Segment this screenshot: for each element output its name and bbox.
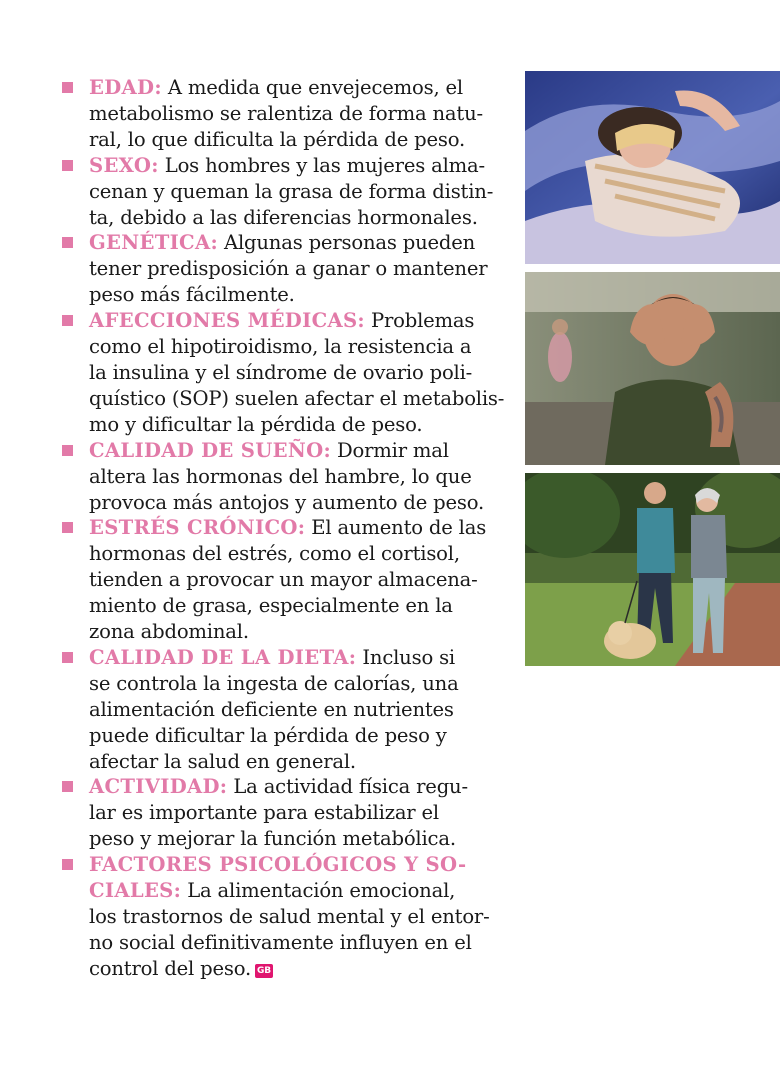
- square-bullet-icon: [62, 315, 73, 326]
- item-text: miento de grasa, especialmente en la: [89, 594, 453, 618]
- item-keyword: CALIDAD DE LA DIETA:: [89, 645, 357, 669]
- item-text: zona abdominal.: [89, 620, 249, 644]
- item-text: mo y dificultar la pérdida de peso.: [89, 412, 423, 436]
- item-text: se controla la ingesta de calorías, una: [89, 671, 459, 695]
- item-text: provoca más antojos y aumento de peso.: [89, 490, 485, 514]
- item-keyword: EDAD:: [89, 76, 162, 99]
- list-item-calidad-de-la-dieta: [62, 645, 502, 775]
- item-text: control del peso.: [89, 956, 252, 980]
- item-keyword: CALIDAD DE SUEÑO:: [89, 438, 331, 462]
- square-bullet-icon: [62, 445, 73, 456]
- photo-stressed-man: [525, 272, 780, 465]
- item-text: no social definitivamente influyen en el: [89, 930, 472, 954]
- item-keyword: CIALES:: [89, 879, 182, 903]
- item-text: La alimentación emocional,: [181, 879, 456, 903]
- item-keyword: ACTIVIDAD:: [89, 775, 228, 799]
- item-text: lar es importante para estabilizar el: [89, 801, 439, 825]
- item-text: Incluso si: [356, 645, 455, 669]
- factors-list: [62, 75, 505, 982]
- item-text: quístico (SOP) suelen afectar el metabolis-: [89, 386, 505, 410]
- square-bullet-icon: [62, 160, 73, 171]
- list-item-factores-psicologicos: [62, 852, 502, 982]
- list-item-afecciones-medicas: [62, 308, 505, 438]
- list-item-sexo: [62, 153, 502, 231]
- magazine-logo-icon: GB: [257, 965, 271, 976]
- item-text: afectar la salud en general.: [89, 749, 356, 773]
- item-text: La actividad física regu-: [227, 775, 468, 799]
- item-text: Los hombres y las mujeres alma-: [158, 153, 485, 177]
- item-text: como el hipotiroidismo, la resistencia a: [89, 335, 472, 359]
- item-text: Algunas personas pueden: [218, 231, 476, 255]
- square-bullet-icon: [62, 859, 73, 870]
- item-text: El aumento de las: [305, 516, 487, 540]
- list-item-actividad: [62, 774, 502, 852]
- photo-senior-couple-walking: [525, 473, 780, 666]
- item-keyword: GENÉTICA:: [89, 231, 218, 255]
- item-text: alimentación deficiente en nutrientes: [89, 697, 454, 721]
- item-keyword: AFECCIONES MÉDICAS:: [89, 309, 365, 333]
- item-keyword: ESTRÉS CRÓNICO:: [89, 516, 306, 540]
- item-text: tienden a provocar un mayor almacena-: [89, 568, 478, 592]
- square-bullet-icon: [62, 82, 73, 93]
- item-text: altera las hormonas del hambre, lo que: [89, 464, 472, 488]
- square-bullet-icon: [62, 652, 73, 663]
- list-item-edad: [62, 75, 502, 153]
- item-text: ta, debido a las diferencias hormonales.: [89, 205, 478, 229]
- list-item-genetica: [62, 230, 502, 308]
- item-text: los trastornos de salud mental y el entor-: [89, 905, 490, 928]
- item-text: hormonas del estrés, como el cortisol,: [89, 542, 460, 566]
- item-keyword: SEXO:: [89, 153, 159, 177]
- square-bullet-icon: [62, 522, 73, 533]
- item-keyword: FACTORES PSICOLÓGICOS Y SO-: [89, 853, 467, 877]
- item-text: Problemas: [364, 309, 475, 333]
- item-text: ral, lo que dificulta la pérdida de peso.: [89, 127, 466, 151]
- item-text: metabolismo se ralentiza de forma natu-: [89, 101, 483, 125]
- list-item-estres-cronico: [62, 515, 502, 645]
- item-text: Dormir mal: [330, 438, 449, 462]
- item-text: peso y mejorar la función metabólica.: [89, 827, 456, 851]
- item-text: peso más fácilmente.: [89, 283, 295, 307]
- item-text: A medida que envejecemos, el: [161, 76, 463, 99]
- item-text: tener predisposición a ganar o mantener: [89, 257, 488, 281]
- square-bullet-icon: [62, 781, 73, 792]
- item-text: cenan y queman la grasa de forma distin-: [89, 179, 494, 203]
- item-text: la insulina y el síndrome de ovario poli-: [89, 360, 473, 384]
- list-item-calidad-de-sueno: [62, 438, 502, 516]
- photo-woman-sleeping: [525, 71, 780, 264]
- item-text: puede dificultar la pérdida de peso y: [89, 723, 447, 747]
- square-bullet-icon: [62, 237, 73, 248]
